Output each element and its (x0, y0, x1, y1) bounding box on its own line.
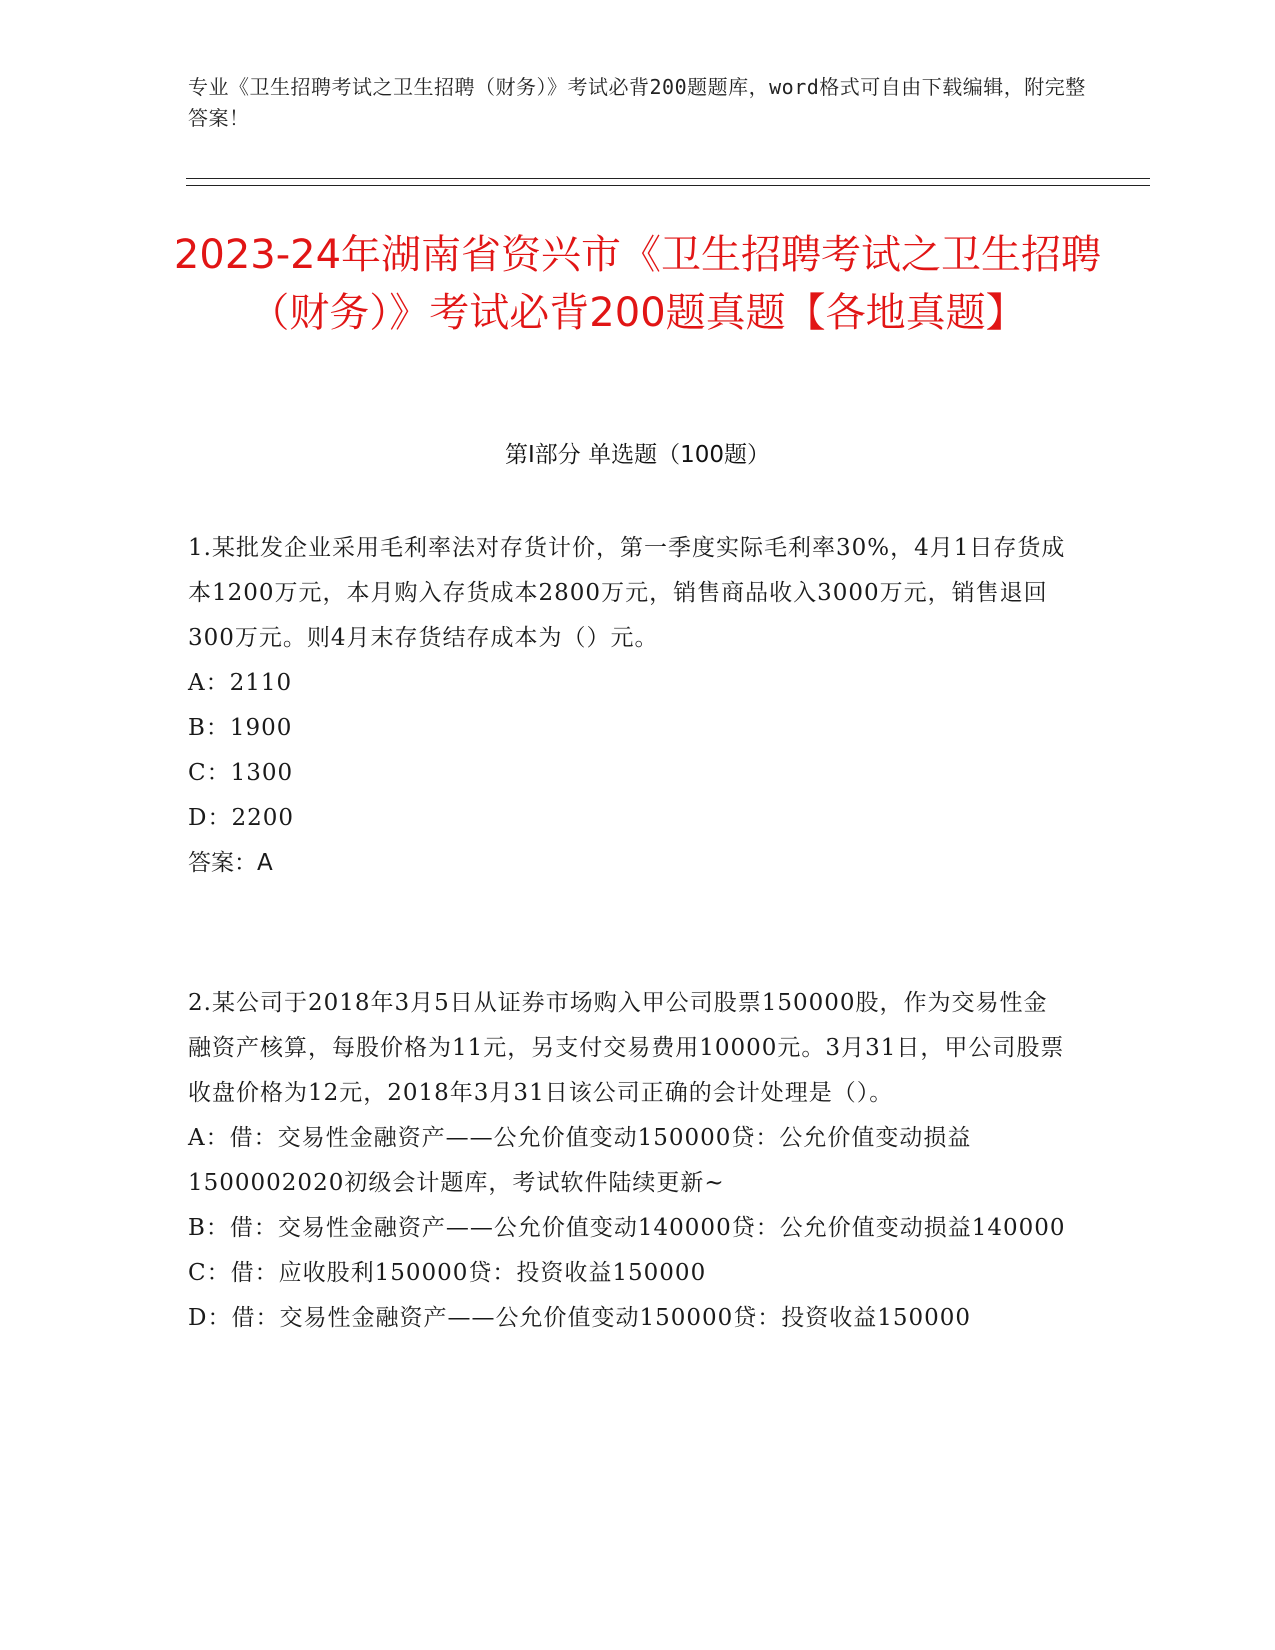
question-1 (188, 526, 1068, 886)
question-2 (188, 981, 1068, 1341)
header-note: 专业《卫生招聘考试之卫生招聘（财务）》考试必背200题题库，word格式可自由下载编辑，附完整答案！ (188, 75, 1086, 130)
option-b: B：1900 (188, 715, 293, 741)
header-divider-top (186, 178, 1150, 179)
option-a: A：2110 (188, 670, 293, 696)
option-d: D：借：交易性金融资产——公允价值变动150000贷：投资收益150000 (188, 1305, 972, 1331)
document-title: 2023-24年湖南省资兴市《卫生招聘考试之卫生招聘（财务）》考试必背200题真题【各地真题】 (173, 232, 1102, 336)
option-b: B：借：交易性金融资产——公允价值变动140000贷：公允价值变动损益140000 (188, 1215, 1066, 1241)
option-d: D：2200 (188, 805, 294, 831)
question-stem: 1.某批发企业采用毛利率法对存货计价，第一季度实际毛利率30%，4月1日存货成本1200万元，本月购入存货成本2800万元，销售商品收入3000万元，销售退回300万元。则4月末存货结存成本为（）元。 (188, 535, 1066, 651)
option-c: C：借：应收股利150000贷：投资收益150000 (188, 1260, 707, 1286)
header-divider-bottom (186, 185, 1150, 186)
question-stem: 2.某公司于2018年3月5日从证券市场购入甲公司股票150000股，作为交易性金融资产核算，每股价格为11元，另支付交易费用10000元。3月31日，甲公司股票收盘价格为12元，2018年3月31日该公司正确的会计处理是（）。 (188, 990, 1065, 1106)
option-a: A：借：交易性金融资产——公允价值变动150000贷：公允价值变动损益1500002020初级会计题库，考试软件陆续更新~ (188, 1125, 972, 1196)
answer-line: 答案：A (188, 850, 273, 876)
option-c: C：1300 (188, 760, 294, 786)
section-heading: 第I部分 单选题（100题） (505, 442, 770, 468)
